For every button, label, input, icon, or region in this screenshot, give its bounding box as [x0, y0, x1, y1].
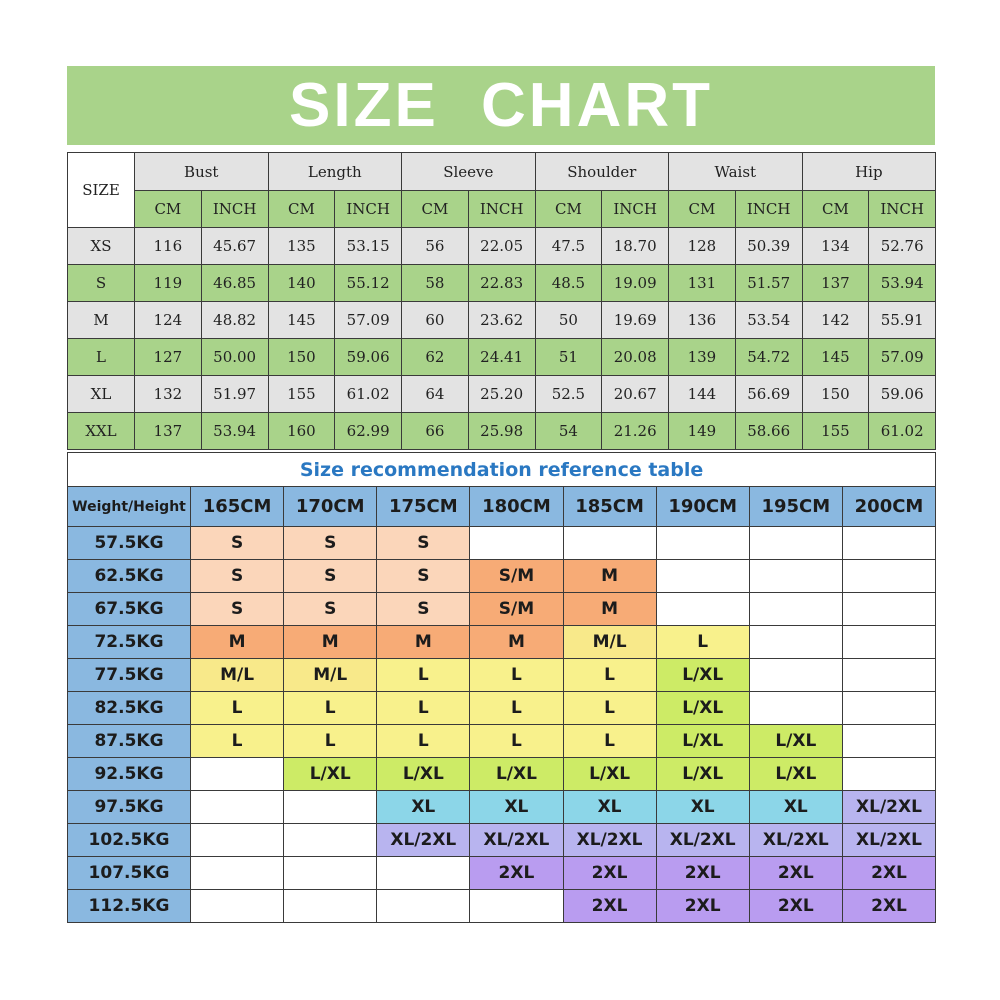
size-column-header: SIZE [68, 153, 135, 228]
size-chart-banner [67, 66, 935, 145]
measurement-cell: 51 [535, 339, 602, 376]
empty-cell [563, 527, 656, 560]
weight-label: 107.5KG [68, 857, 191, 890]
recommended-size-cell: XL [470, 791, 563, 824]
measurement-cell: 55.12 [335, 265, 402, 302]
unit-header: CM [402, 191, 469, 228]
measurement-cell: 135 [268, 228, 335, 265]
measurement-cell: 53.94 [201, 413, 268, 450]
unit-header: INCH [869, 191, 936, 228]
measure-header: Waist [669, 153, 803, 191]
measurement-cell: 54.72 [735, 339, 802, 376]
measurement-cell: 55.91 [869, 302, 936, 339]
measurement-cell: 58 [402, 265, 469, 302]
empty-cell [191, 890, 284, 923]
recommended-size-cell: XL [656, 791, 749, 824]
measurement-cell: 137 [802, 265, 869, 302]
unit-header: INCH [201, 191, 268, 228]
measurement-cell: 136 [669, 302, 736, 339]
unit-header: CM [268, 191, 335, 228]
empty-cell [377, 857, 470, 890]
recommended-size-cell: S [377, 527, 470, 560]
measurement-cell: 19.69 [602, 302, 669, 339]
empty-cell [656, 560, 749, 593]
recommendation-title: Size recommendation reference table [68, 453, 936, 487]
measurement-cell: 47.5 [535, 228, 602, 265]
height-header: 195CM [749, 487, 842, 527]
size-row [68, 376, 936, 413]
measure-header: Length [268, 153, 402, 191]
recommended-size-cell: L/XL [749, 758, 842, 791]
recommended-size-cell: XL/2XL [749, 824, 842, 857]
recommended-size-cell: M [563, 560, 656, 593]
weight-label: 72.5KG [68, 626, 191, 659]
measurement-cell: 25.98 [468, 413, 535, 450]
recommended-size-cell: M [191, 626, 284, 659]
weight-row [68, 527, 936, 560]
recommended-size-cell: L [563, 692, 656, 725]
recommended-size-cell: 2XL [656, 857, 749, 890]
measurement-cell: 64 [402, 376, 469, 413]
weight-row [68, 857, 936, 890]
recommended-size-cell: L [470, 659, 563, 692]
unit-header: CM [669, 191, 736, 228]
weight-row [68, 791, 936, 824]
recommended-size-cell: XL [749, 791, 842, 824]
recommended-size-cell: L [191, 692, 284, 725]
measurement-cell: 48.5 [535, 265, 602, 302]
empty-cell [284, 857, 377, 890]
measurement-cell: 24.41 [468, 339, 535, 376]
measurement-cell: 50 [535, 302, 602, 339]
empty-cell [749, 626, 842, 659]
recommended-size-cell: XL/2XL [563, 824, 656, 857]
height-header: 175CM [377, 487, 470, 527]
size-recommendation-table [67, 452, 936, 923]
empty-cell [842, 659, 935, 692]
size-row [68, 265, 936, 302]
size-label: L [68, 339, 135, 376]
empty-cell [842, 692, 935, 725]
weight-row [68, 890, 936, 923]
measurement-cell: 51.57 [735, 265, 802, 302]
recommended-size-cell: M [377, 626, 470, 659]
recommended-size-cell: S [377, 560, 470, 593]
recommended-size-cell: S/M [470, 560, 563, 593]
weight-row [68, 758, 936, 791]
unit-header: INCH [468, 191, 535, 228]
empty-cell [470, 890, 563, 923]
recommended-size-cell: L [563, 659, 656, 692]
measurement-cell: 61.02 [869, 413, 936, 450]
weight-label: 112.5KG [68, 890, 191, 923]
recommended-size-cell: 2XL [470, 857, 563, 890]
measurement-cell: 59.06 [869, 376, 936, 413]
measurement-cell: 21.26 [602, 413, 669, 450]
recommended-size-cell: L/XL [284, 758, 377, 791]
measurement-cell: 18.70 [602, 228, 669, 265]
measurement-cell: 57.09 [869, 339, 936, 376]
measurement-cell: 46.85 [201, 265, 268, 302]
empty-cell [284, 824, 377, 857]
weight-label: 62.5KG [68, 560, 191, 593]
measurement-cell: 128 [669, 228, 736, 265]
recommended-size-cell: L/XL [656, 758, 749, 791]
recommended-size-cell: 2XL [842, 857, 935, 890]
unit-header: CM [135, 191, 202, 228]
unit-header: CM [802, 191, 869, 228]
height-header: 190CM [656, 487, 749, 527]
recommended-size-cell: L/XL [377, 758, 470, 791]
measure-header: Shoulder [535, 153, 669, 191]
weight-label: 77.5KG [68, 659, 191, 692]
size-row [68, 413, 936, 450]
measurement-cell: 19.09 [602, 265, 669, 302]
weight-row [68, 593, 936, 626]
measurement-cell: 139 [669, 339, 736, 376]
height-header: 170CM [284, 487, 377, 527]
recommended-size-cell: M/L [191, 659, 284, 692]
measurement-cell: 62 [402, 339, 469, 376]
measurement-cell: 23.62 [468, 302, 535, 339]
measurement-cell: 60 [402, 302, 469, 339]
recommended-size-cell: XL/2XL [377, 824, 470, 857]
unit-header: INCH [335, 191, 402, 228]
recommended-size-cell: L [191, 725, 284, 758]
measurement-cell: 137 [135, 413, 202, 450]
recommended-size-cell: XL/2XL [842, 791, 935, 824]
recommended-size-cell: XL/2XL [842, 824, 935, 857]
recommended-size-cell: S [191, 527, 284, 560]
measurement-cell: 119 [135, 265, 202, 302]
recommended-size-cell: L [656, 626, 749, 659]
empty-cell [842, 626, 935, 659]
recommended-size-cell: XL [563, 791, 656, 824]
recommended-size-cell: L/XL [656, 659, 749, 692]
empty-cell [842, 593, 935, 626]
weight-label: 97.5KG [68, 791, 191, 824]
measurement-cell: 145 [802, 339, 869, 376]
measurement-cell: 50.39 [735, 228, 802, 265]
size-label: XXL [68, 413, 135, 450]
recommended-size-cell: S/M [470, 593, 563, 626]
recommended-size-cell: L/XL [656, 692, 749, 725]
recommended-size-cell: XL [377, 791, 470, 824]
recommended-size-cell: L/XL [749, 725, 842, 758]
empty-cell [749, 560, 842, 593]
recommended-size-cell: L [284, 725, 377, 758]
weight-label: 82.5KG [68, 692, 191, 725]
measurement-cell: 116 [135, 228, 202, 265]
unit-header: INCH [602, 191, 669, 228]
weight-row [68, 692, 936, 725]
recommended-size-cell: M/L [284, 659, 377, 692]
measurement-cell: 155 [268, 376, 335, 413]
recommended-size-cell: L [563, 725, 656, 758]
weight-label: 57.5KG [68, 527, 191, 560]
size-label: S [68, 265, 135, 302]
recommended-size-cell: M [284, 626, 377, 659]
size-row [68, 302, 936, 339]
measurement-cell: 127 [135, 339, 202, 376]
recommended-size-cell: 2XL [842, 890, 935, 923]
recommended-size-cell: S [284, 560, 377, 593]
recommended-size-cell: L [284, 692, 377, 725]
size-row [68, 339, 936, 376]
empty-cell [842, 560, 935, 593]
empty-cell [470, 527, 563, 560]
unit-header: CM [535, 191, 602, 228]
weight-label: 67.5KG [68, 593, 191, 626]
recommended-size-cell: S [191, 560, 284, 593]
measurement-cell: 53.94 [869, 265, 936, 302]
empty-cell [842, 758, 935, 791]
measurement-cell: 53.54 [735, 302, 802, 339]
empty-cell [377, 890, 470, 923]
recommended-size-cell: L [377, 659, 470, 692]
measurement-cell: 53.15 [335, 228, 402, 265]
measurement-cell: 20.08 [602, 339, 669, 376]
weight-label: 87.5KG [68, 725, 191, 758]
empty-cell [842, 725, 935, 758]
recommended-size-cell: L [470, 692, 563, 725]
weight-height-header: Weight/Height [68, 487, 191, 527]
measurement-cell: 124 [135, 302, 202, 339]
measurement-cell: 134 [802, 228, 869, 265]
measure-header: Hip [802, 153, 936, 191]
size-label: XS [68, 228, 135, 265]
recommended-size-cell: XL/2XL [470, 824, 563, 857]
empty-cell [842, 527, 935, 560]
measurement-cell: 52.76 [869, 228, 936, 265]
measurement-cell: 62.99 [335, 413, 402, 450]
recommended-size-cell: S [191, 593, 284, 626]
page-title: SIZE CHART [289, 71, 713, 140]
weight-row [68, 824, 936, 857]
recommended-size-cell: 2XL [749, 890, 842, 923]
recommended-size-cell: L [377, 725, 470, 758]
empty-cell [191, 791, 284, 824]
measurement-cell: 149 [669, 413, 736, 450]
measurement-cell: 45.67 [201, 228, 268, 265]
recommended-size-cell: L/XL [656, 725, 749, 758]
recommended-size-cell: M [563, 593, 656, 626]
weight-row [68, 725, 936, 758]
measurement-cell: 20.67 [602, 376, 669, 413]
empty-cell [191, 857, 284, 890]
empty-cell [656, 527, 749, 560]
recommended-size-cell: S [284, 527, 377, 560]
empty-cell [749, 692, 842, 725]
recommended-size-cell: M [470, 626, 563, 659]
size-chart-table [67, 152, 936, 450]
recommended-size-cell: S [377, 593, 470, 626]
height-header: 185CM [563, 487, 656, 527]
empty-cell [191, 824, 284, 857]
measurement-cell: 57.09 [335, 302, 402, 339]
empty-cell [284, 890, 377, 923]
size-label: XL [68, 376, 135, 413]
unit-header: INCH [735, 191, 802, 228]
weight-label: 102.5KG [68, 824, 191, 857]
height-header: 165CM [191, 487, 284, 527]
empty-cell [656, 593, 749, 626]
measurement-cell: 22.05 [468, 228, 535, 265]
empty-cell [284, 791, 377, 824]
recommended-size-cell: L [377, 692, 470, 725]
empty-cell [191, 758, 284, 791]
height-header: 200CM [842, 487, 935, 527]
size-row [68, 228, 936, 265]
measurement-cell: 54 [535, 413, 602, 450]
measurement-cell: 56.69 [735, 376, 802, 413]
recommended-size-cell: L/XL [563, 758, 656, 791]
weight-row [68, 626, 936, 659]
weight-label: 92.5KG [68, 758, 191, 791]
measurement-cell: 140 [268, 265, 335, 302]
recommended-size-cell: 2XL [749, 857, 842, 890]
empty-cell [749, 659, 842, 692]
measurement-cell: 59.06 [335, 339, 402, 376]
empty-cell [749, 527, 842, 560]
recommended-size-cell: L [470, 725, 563, 758]
measurement-cell: 25.20 [468, 376, 535, 413]
measurement-cell: 50.00 [201, 339, 268, 376]
recommended-size-cell: 2XL [563, 857, 656, 890]
measurement-cell: 56 [402, 228, 469, 265]
recommended-size-cell: L/XL [470, 758, 563, 791]
measurement-cell: 145 [268, 302, 335, 339]
recommended-size-cell: S [284, 593, 377, 626]
measure-header: Bust [135, 153, 269, 191]
measurement-cell: 150 [802, 376, 869, 413]
height-header: 180CM [470, 487, 563, 527]
measurement-cell: 51.97 [201, 376, 268, 413]
measurement-cell: 58.66 [735, 413, 802, 450]
measurement-cell: 52.5 [535, 376, 602, 413]
recommended-size-cell: M/L [563, 626, 656, 659]
measurement-cell: 160 [268, 413, 335, 450]
empty-cell [749, 593, 842, 626]
measurement-cell: 150 [268, 339, 335, 376]
measure-header: Sleeve [402, 153, 536, 191]
size-label: M [68, 302, 135, 339]
measurement-cell: 48.82 [201, 302, 268, 339]
measurement-cell: 61.02 [335, 376, 402, 413]
measurement-cell: 142 [802, 302, 869, 339]
measurement-cell: 144 [669, 376, 736, 413]
weight-row [68, 659, 936, 692]
measurement-cell: 22.83 [468, 265, 535, 302]
measurement-cell: 131 [669, 265, 736, 302]
measurement-cell: 155 [802, 413, 869, 450]
measurement-cell: 66 [402, 413, 469, 450]
recommended-size-cell: XL/2XL [656, 824, 749, 857]
measurement-cell: 132 [135, 376, 202, 413]
weight-row [68, 560, 936, 593]
recommended-size-cell: 2XL [563, 890, 656, 923]
recommended-size-cell: 2XL [656, 890, 749, 923]
